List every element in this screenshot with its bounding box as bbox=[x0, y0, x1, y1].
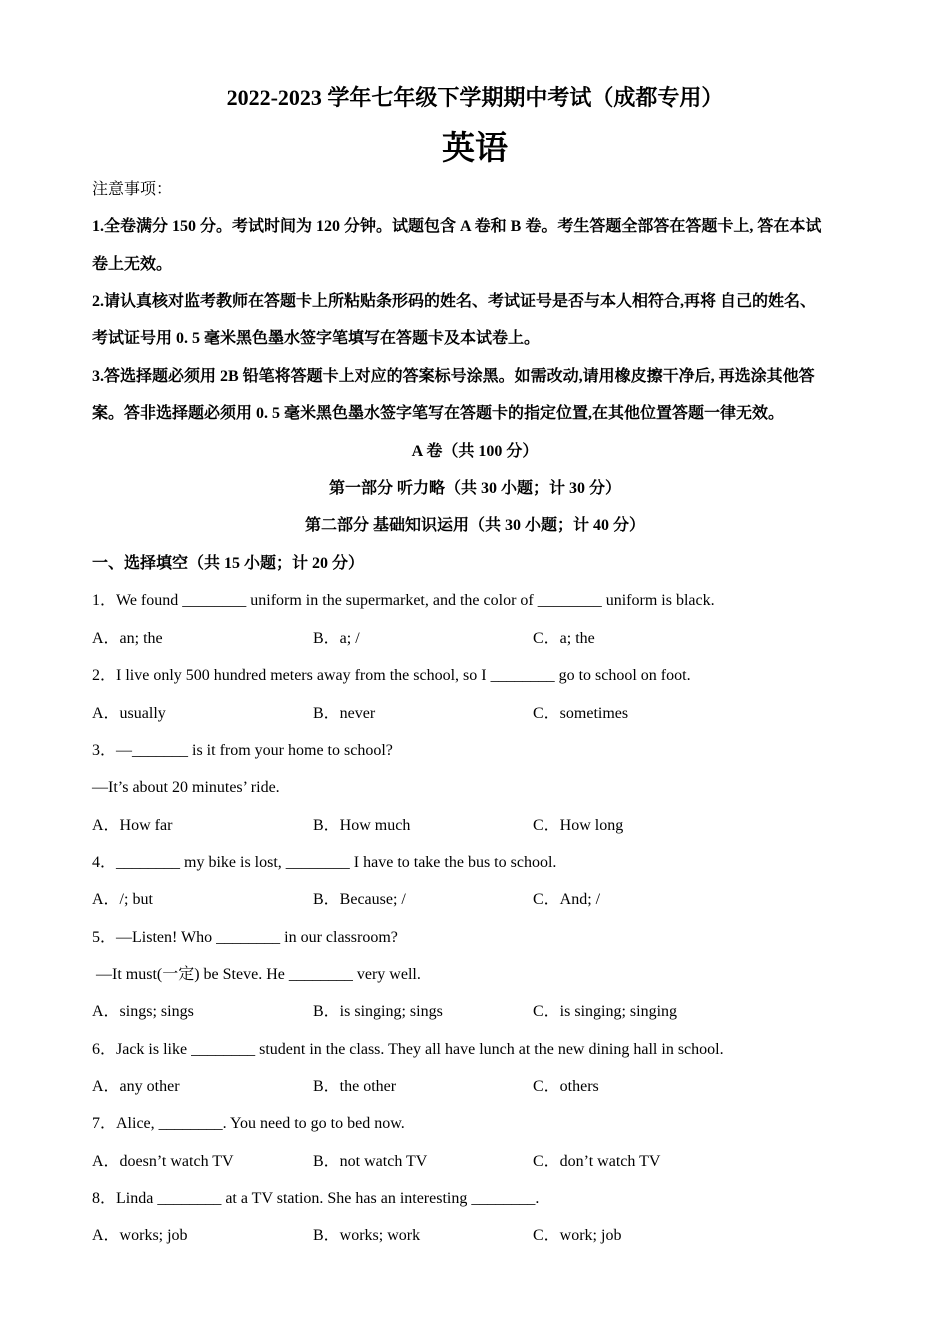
question-2-option-c: C．sometimes bbox=[533, 705, 629, 722]
question-5-stem: 5．—Listen! Who ________ in our classroom? bbox=[92, 929, 398, 946]
question-5-option-c: C．is singing; singing bbox=[533, 1003, 678, 1020]
question-3-option-b: B．How much bbox=[313, 817, 411, 834]
question-5-option-b: B．is singing; sings bbox=[313, 1003, 443, 1020]
question-7-stem: 7．Alice, ________. You need to go to bed now. bbox=[92, 1115, 405, 1132]
question-2-stem: 2．I live only 500 hundred meters away from the school, so I ________ go to school on foot. bbox=[92, 667, 691, 684]
question-3-stem: 3．—_______ is it from your home to school? bbox=[92, 742, 393, 759]
question-6-option-a: A．any other bbox=[92, 1078, 180, 1095]
question-6-option-c: C．others bbox=[533, 1078, 599, 1095]
volume-a-heading: A 卷（共 100 分） bbox=[411, 443, 539, 460]
question-3-option-a: A．How far bbox=[92, 817, 173, 834]
question-5-option-a: A．sings; sings bbox=[92, 1003, 194, 1020]
question-5-stem-line-2: —It must(一定) be Steve. He ________ very well. bbox=[92, 966, 421, 983]
subject-title: 英语 bbox=[442, 128, 508, 167]
question-3-option-c: C．How long bbox=[533, 817, 624, 834]
part-2-heading: 第二部分 基础知识运用（共 30 小题；计 40 分） bbox=[304, 517, 645, 534]
question-6-stem: 6．Jack is like ________ student in the class. They all have lunch at the new dining hall in school. bbox=[92, 1041, 724, 1058]
question-4-option-b: B．Because; / bbox=[313, 891, 406, 908]
exam-title: 2022-2023 学年七年级下学期期中考试（成都专用） bbox=[226, 85, 724, 110]
question-1-option-a: A．an; the bbox=[92, 630, 163, 647]
question-4-option-c: C．And; / bbox=[533, 891, 601, 908]
part-1-heading: 第一部分 听力略（共 30 小题；计 30 分） bbox=[328, 480, 621, 497]
subsection-1-heading: 一、选择填空（共 15 小题；计 20 分） bbox=[92, 555, 365, 572]
question-8-option-a: A．works; job bbox=[92, 1227, 188, 1244]
question-6-option-b: B．the other bbox=[313, 1078, 397, 1095]
question-7-option-a: A．doesn’t watch TV bbox=[92, 1153, 234, 1170]
question-1-stem: 1．We found ________ uniform in the supermarket, and the color of ________ uniform is black. bbox=[92, 592, 715, 609]
question-4-option-a: A．/; but bbox=[92, 891, 153, 908]
question-3-stem-line-2: —It’s about 20 minutes’ ride. bbox=[92, 779, 280, 796]
question-1-option-b: B．a; / bbox=[313, 630, 360, 647]
question-2-option-a: A．usually bbox=[92, 705, 166, 722]
notice-item-2-line-2: 考试证号用 0. 5 毫米黑色墨水签字笔填写在答题卡及本试卷上。 bbox=[92, 330, 541, 347]
notice-item-1-line-1: 1.全卷满分 150 分。考试时间为 120 分钟。试题包含 A 卷和 B 卷。考生答题全部答在答题卡上, 答在本试 bbox=[92, 218, 822, 235]
notice-heading: 注意事项： bbox=[92, 181, 173, 198]
notice-item-3-line-1: 3.答选择题必须用 2B 铅笔将答题卡上对应的答案标号涂黑。如需改动,请用橡皮擦干净后, 再选涂其他答 bbox=[92, 368, 815, 385]
notice-item-2-line-1: 2.请认真核对监考教师在答题卡上所粘贴条形码的姓名、考试证号是否与本人相符合,再将 自己的姓名、 bbox=[92, 293, 817, 310]
question-7-option-c: C．don’t watch TV bbox=[533, 1153, 661, 1170]
question-8-stem: 8．Linda ________ at a TV station. She has an interesting ________. bbox=[92, 1190, 540, 1207]
question-8-option-c: C．work; job bbox=[533, 1227, 622, 1244]
question-4-stem: 4．________ my bike is lost, ________ I have to take the bus to school. bbox=[92, 854, 557, 871]
question-2-option-b: B．never bbox=[313, 705, 376, 722]
notice-item-1-line-2: 卷上无效。 bbox=[92, 256, 173, 273]
question-7-option-b: B．not watch TV bbox=[313, 1153, 428, 1170]
question-1-option-c: C．a; the bbox=[533, 630, 595, 647]
question-8-option-b: B．works; work bbox=[313, 1227, 421, 1244]
notice-item-3-line-2: 案。答非选择题必须用 0. 5 毫米黑色墨水签字笔写在答题卡的指定位置,在其他位置答题一律无效。 bbox=[92, 405, 785, 422]
